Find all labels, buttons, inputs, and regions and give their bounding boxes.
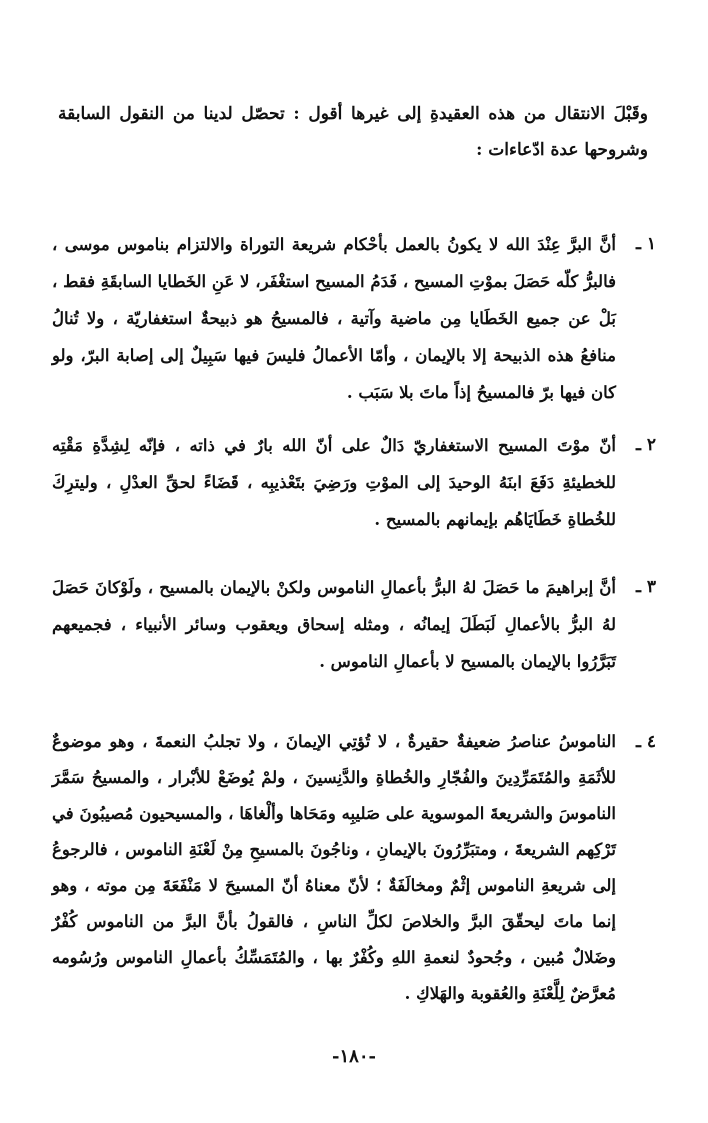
intro-paragraph: وقَبْلَ الانتقال من هذه العقيدةِ إلى غيرها أقول : تحصّل لدينا من النقول السابقة وشروحها عدة ادّعاءات : [58,104,648,160]
item-text: أنَّ البرَّ عِنْدَ الله لا يكونُ بالعمل بأحْكام شريعة التوراة والالتزام بناموس موسى ، فالبرُّ كلّه حَصَلَ بموْتِ المسيح ، فَدَمُ المسيح استغْفَر، لا عَنِ الخَطايا السابقَةِ فقط ، بَلْ عن جميع الخَطَايا مِن ماضية وآتية ، فالمسيحُ هو ذبيحةٌ استغفاريّة ، ولا تُنالُ منافعُ هذه الذبيحة إلا بالإيمان ، وأمّا الأعمالُ فليسَ فيها سَبِيلٌ إلى إصابة البرّ، ولو كان فيها برّ فالمسيحُ إذاً ماتَ بلا سَبَب . [52,235,616,402]
numbered-item [52,427,656,538]
numbered-item [52,724,656,1012]
numbered-item [52,569,656,680]
page-number: -١٨٠- [332,1046,376,1067]
item-number: ١ ـ [635,234,656,254]
item-text: أنَّ إبراهيمَ ما حَصَلَ لهُ البرُّ بأعمالِ الناموس ولكنْ بالإيمان بالمسيح ، ولَوْكانَ حَصَلَ لهُ البرُّ بالأعمالِ لَبَطَلَ إيمانُه ، ومثله إسحاق ويعقوب وسائر الأنبياء ، فجميعهم تَبَرَّرُوا بالإيمان بالمسيح لا بأعمالِ الناموس . [52,578,616,671]
item-number: ٤ ـ [635,732,656,752]
item-text: الناموسُ عناصرُ ضعيفةٌ حقيرةٌ ، لا تُؤتِي الإيمانَ ، ولا تجلبُ النعمةَ ، وهو موضوعٌ للأثَمَةِ والمُتَمَرِّدِينَ والفُجّارِ والخُطاةِ والدَّنِسينَ ، ولمْ يُوضَعْ للأبْرار ، والمسيحُ سَمَّرَ الناموسَ والشريعةَ الموسوية على صَليبِه ومَحَاها وألْغاهَا ، والمسيحيون مُصيبُونَ في تَرْكِهم الشريعةَ ، ومتبَرِّرُونَ بالإيمانِ ، وناجُونَ بالمسيحِ مِنْ لَعْنَةِ الناموس ، فالرجوعُ إلى شريعةِ الناموس إثْمٌ ومخالَفَةٌ ؛ لأنّ معناهُ أنّ المسيحَ لا مَنْفَعَةَ مِن موته ، وهو إنما ماتَ ليحقّقَ البرَّ والخلاصَ لكلِّ الناسِ ، فالقولُ بأنَّ البرَّ من الناموس كُفْرٌ وضَلالٌ مُبين ، وجُحودٌ لنعمةِ اللهِ وكُفْرٌ بها ، والمُتَمَسِّكُ بأعمالِ الناموس ورُسُومه مُعرَّضٌ لِلَّعْنَةِ والعُقوبة والهَلاكِ . [52,732,616,1003]
item-number: ٣ ـ [635,577,656,597]
item-number: ٢ ـ [635,435,656,455]
item-text: أنّ موْتَ المسيح الاستغفاريّ دَالٌ على أنّ الله بارٌ في ذاته ، فإنّه لِشِدَّةِ مَقْتِه للخطيئةِ دَفَعَ ابنَهُ الوحيدَ إلى الموْتِ ورَضِيَ بتَعْذيبِه ، قَضَاءً لحقِّ العدْلِ ، وليترِكَ للخُطاةِ خَطَايَاهُم بإيمانهم بالمسيح . [52,436,616,529]
numbered-item [52,226,656,411]
